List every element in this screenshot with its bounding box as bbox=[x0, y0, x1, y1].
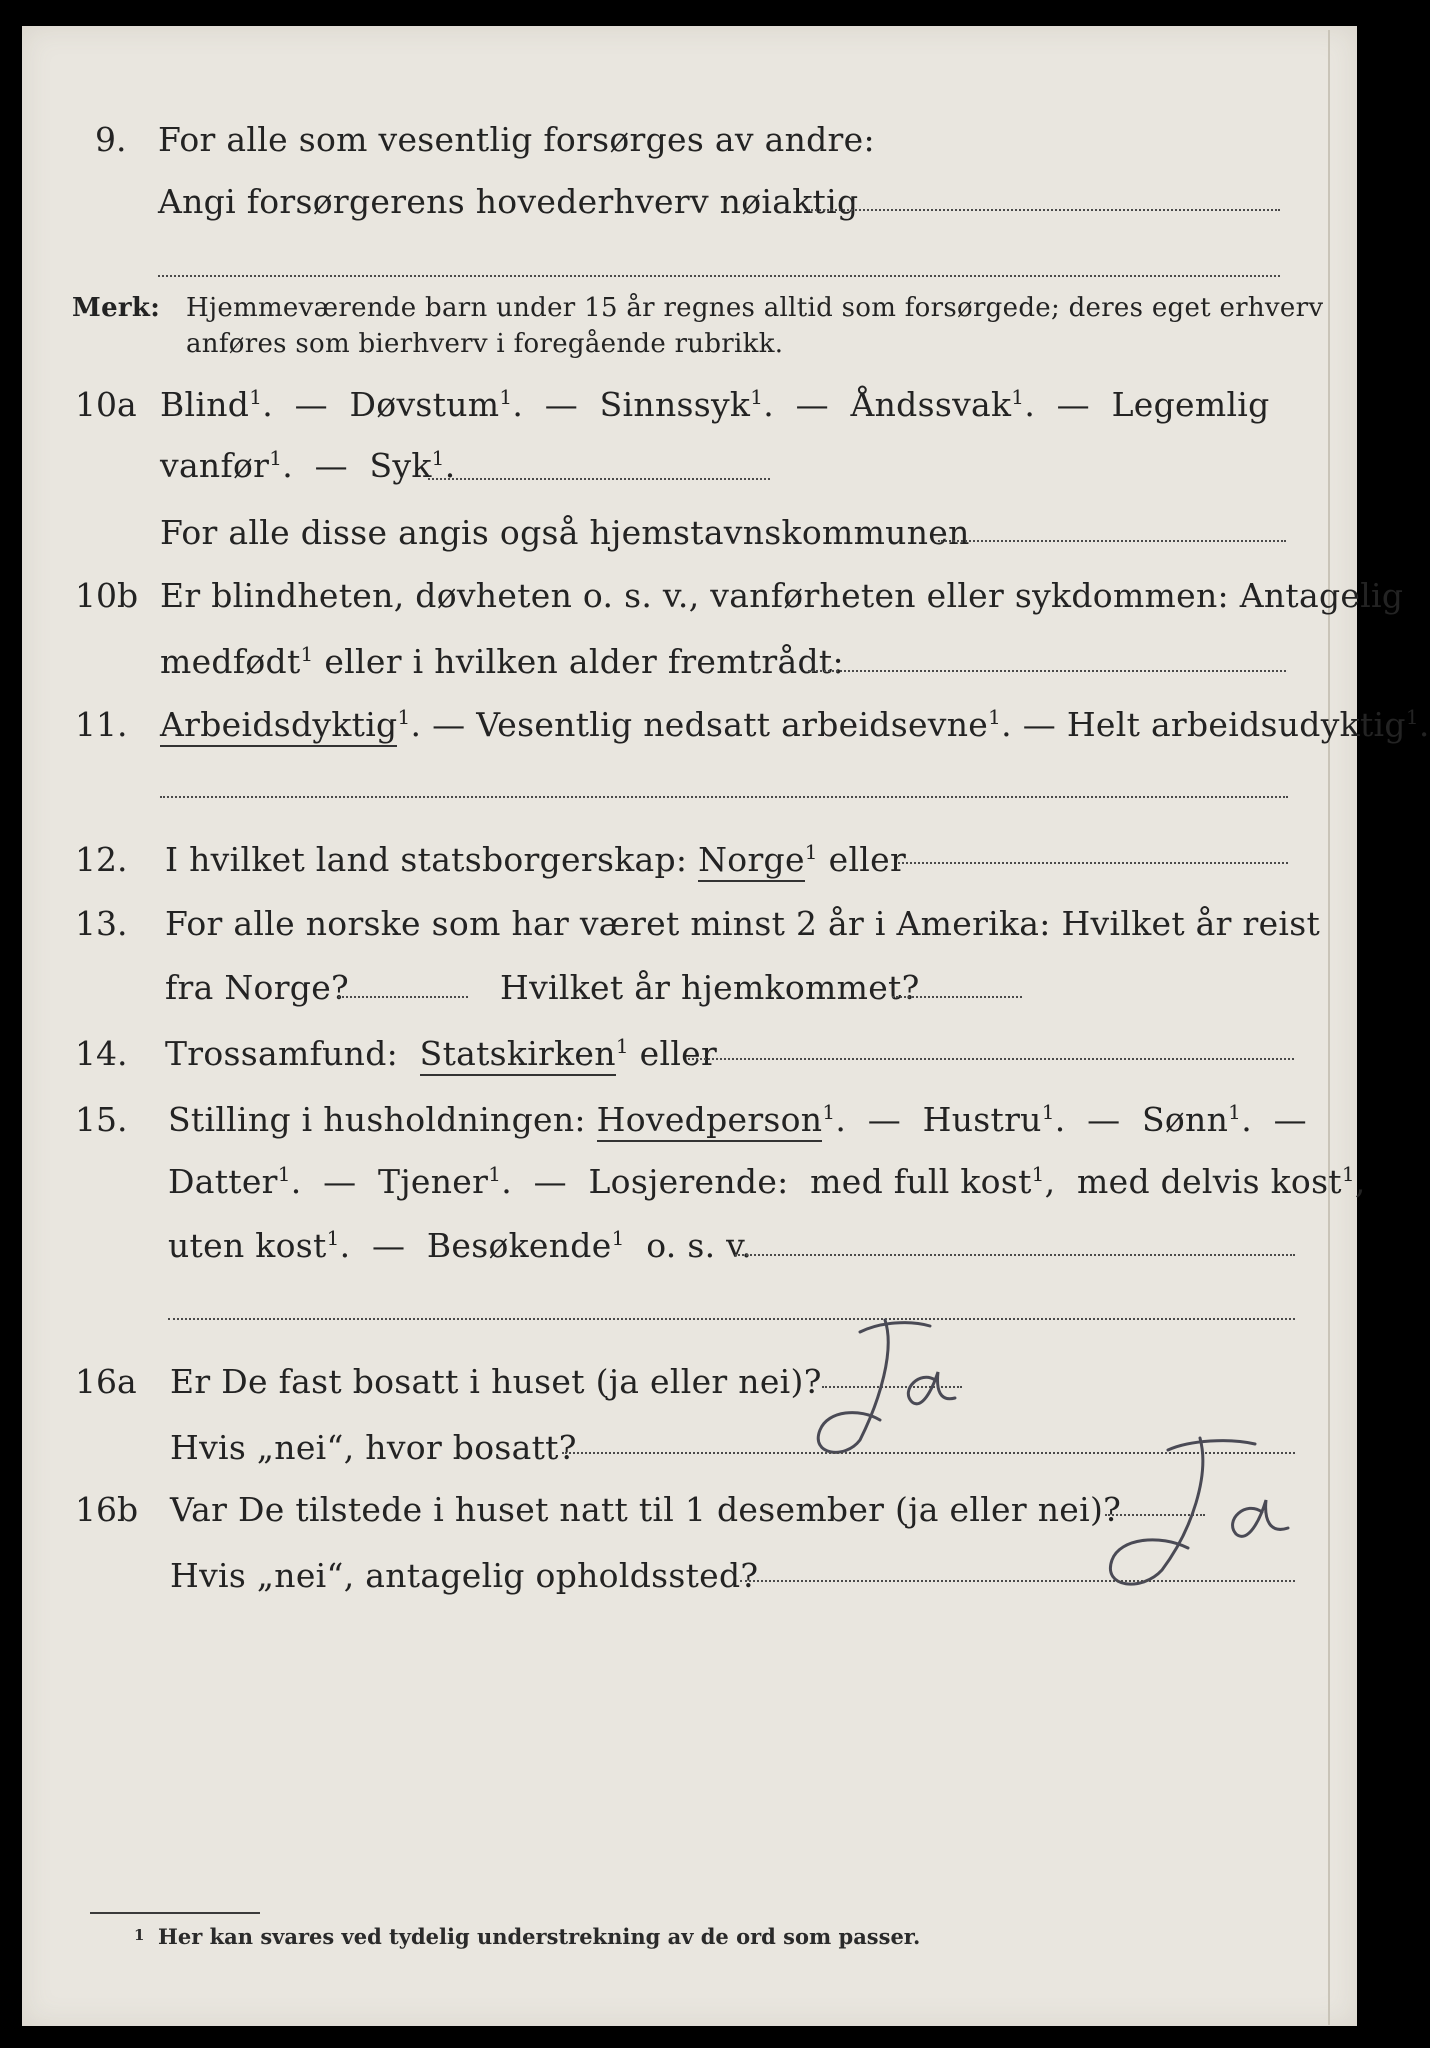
q15-opt-uten-kost[interactable]: uten kost bbox=[168, 1226, 327, 1265]
q12-prefix: I hvilket land statsborgerskap: bbox=[165, 840, 688, 879]
q10a-opt-syk[interactable]: Syk bbox=[369, 446, 432, 485]
q12-answer-line[interactable] bbox=[898, 862, 1288, 864]
q10a-opt-sinnssyk[interactable]: Sinnssyk bbox=[599, 385, 751, 424]
footnote-mark: 1 bbox=[615, 1034, 629, 1058]
footnote-rule bbox=[90, 1912, 260, 1914]
q16b-line1: Var De tilstede i huset natt til 1 desember (ja eller nei)? bbox=[170, 1490, 1122, 1529]
q12-suffix: eller bbox=[828, 840, 907, 879]
q11-opt-nedsatt[interactable]: Vesentlig nedsatt arbeidsevne bbox=[476, 705, 989, 744]
q14-answer-line[interactable] bbox=[688, 1058, 1294, 1060]
q10a-opt-blind[interactable]: Blind bbox=[160, 385, 250, 424]
q12-number: 12. bbox=[75, 840, 128, 879]
q14-line bbox=[165, 1034, 717, 1074]
q16a-number: 16a bbox=[75, 1362, 137, 1401]
q14-opt-statskirken[interactable]: Statskirken bbox=[420, 1034, 616, 1076]
q13-line2b: Hvilket år hjemkommet? bbox=[500, 968, 920, 1007]
q15-answer-line-2[interactable] bbox=[168, 1318, 1295, 1320]
q15-opt-datter[interactable]: Datter bbox=[168, 1162, 278, 1201]
footnote-mark: 1 bbox=[750, 385, 764, 409]
q16b-handwritten-answer bbox=[1080, 1420, 1310, 1600]
q10b-opt-medfodt[interactable]: medfødt bbox=[160, 642, 301, 681]
footnote-mark: 1 bbox=[1405, 705, 1419, 729]
q11-number: 11. bbox=[75, 705, 128, 744]
q15-line3: uten kost$^1$. — Besøkende$^1$ o. s. v. bbox=[168, 1226, 752, 1265]
q14-prefix: Trossamfund: bbox=[165, 1034, 399, 1073]
q10b-answer-line[interactable] bbox=[808, 670, 1286, 672]
footnote-mark: 1 bbox=[326, 1226, 340, 1250]
q10b-line1: Er blindheten, døvheten o. s. v., vanførheten eller sykdommen: Antagelig bbox=[160, 576, 1404, 615]
q16b-opholdssted-line[interactable] bbox=[740, 1580, 1295, 1582]
q15-opt-hustru[interactable]: Hustru bbox=[922, 1100, 1042, 1139]
q14-number: 14. bbox=[75, 1034, 128, 1073]
footnote-mark: 1 bbox=[1228, 1100, 1242, 1124]
q13-number: 13. bbox=[75, 904, 128, 943]
q9-line2: Angi forsørgerens hovederhverv nøiaktig bbox=[158, 182, 859, 221]
q11-opt-arbeidsdyktig[interactable]: Arbeidsdyktig bbox=[160, 705, 397, 747]
q15-line2: Datter$^1$. — Tjener$^1$. — Losjerende: med full kost$^1$, med delvis kost$^1$, bbox=[168, 1162, 1366, 1201]
footnote-mark: 1 bbox=[1341, 1162, 1355, 1186]
footnote-mark: 1 bbox=[397, 705, 411, 729]
q15-suffix: o. s. v. bbox=[646, 1226, 752, 1265]
q11-answer-line[interactable] bbox=[160, 796, 1288, 798]
q15-opt-full-kost[interactable]: med full kost bbox=[810, 1162, 1032, 1201]
footnote-mark: 1 bbox=[300, 642, 314, 666]
footnote-mark: 1 bbox=[269, 446, 283, 470]
q15-opt-losjerende[interactable]: Losjerende: bbox=[588, 1162, 789, 1201]
footnote-text: Her kan svares ved tydelig understrekning av de ord som passer. bbox=[158, 1924, 921, 1949]
q10b-number: 10b bbox=[75, 576, 139, 615]
q15-opt-besokende[interactable]: Besøkende bbox=[426, 1226, 612, 1265]
footnote-mark: 1 bbox=[804, 840, 818, 864]
q13-line2a: fra Norge? bbox=[165, 968, 350, 1007]
q10a-opt-dovstum[interactable]: Døvstum bbox=[349, 385, 500, 424]
q15-line1: Stilling i husholdningen: Hovedperson$^1$. — Hustru$^1$. — Sønn$^1$. — bbox=[168, 1100, 1307, 1140]
footnote-mark: 1 bbox=[499, 385, 513, 409]
q11-line: Arbeidsdyktig$^1$. — Vesentlig nedsatt arbeidsevne$^1$. — Helt arbeidsudyktig$^1$. bbox=[160, 705, 1430, 745]
q11-opt-udyktig[interactable]: Helt arbeidsudyktig bbox=[1066, 705, 1406, 744]
q12-opt-norge[interactable]: Norge bbox=[698, 840, 805, 882]
merk-line1: Hjemmeværende barn under 15 år regnes alltid som forsørgede; deres eget erhverv bbox=[186, 293, 1324, 323]
q10b-line2 bbox=[160, 642, 844, 682]
q13-hjem-line[interactable] bbox=[892, 996, 1022, 998]
q12-line bbox=[165, 840, 906, 880]
q9-number: 9. bbox=[95, 120, 127, 159]
q10a-opt-vanfor[interactable]: vanfør bbox=[160, 446, 270, 485]
q15-number: 15. bbox=[75, 1100, 128, 1139]
q15-prefix: Stilling i husholdningen: bbox=[168, 1100, 586, 1139]
q10b-line2-rest: eller i hvilken alder fremtrådt: bbox=[324, 642, 844, 681]
footnote-mark: 1 bbox=[488, 1162, 502, 1186]
q9-answer-line[interactable] bbox=[808, 209, 1280, 211]
q14-suffix: eller bbox=[639, 1034, 718, 1073]
q15-opt-hovedperson[interactable]: Hovedperson bbox=[597, 1100, 823, 1142]
q16b-line2: Hvis „nei“, antagelig opholdssted? bbox=[170, 1556, 759, 1595]
footnote-mark-1: 1 bbox=[134, 1926, 145, 1944]
q16a-line1: Er De fast bosatt i huset (ja eller nei)? bbox=[170, 1362, 822, 1401]
footnote-mark: 1 bbox=[277, 1162, 291, 1186]
q16a-line2: Hvis „nei“, hvor bosatt? bbox=[170, 1428, 577, 1467]
q10a-line1: Blind$^1$. — Døvstum$^1$. — Sinnssyk$^1$. — Åndssvak$^1$. — Legemlig bbox=[160, 385, 1270, 424]
q10a-number: 10a bbox=[75, 385, 137, 424]
footnote-mark: 1 bbox=[822, 1100, 836, 1124]
q9-answer-line-2[interactable] bbox=[158, 275, 1280, 277]
footnote-mark: 1 bbox=[1031, 1162, 1045, 1186]
q13-line1: For alle norske som har været minst 2 år i Amerika: Hvilket år reist bbox=[165, 904, 1321, 943]
footnote-mark: 1 bbox=[611, 1226, 625, 1250]
q13-reist-line[interactable] bbox=[338, 996, 468, 998]
footnote-mark: 1 bbox=[1041, 1100, 1055, 1124]
merk-line2: anføres som bierhverv i foregående rubrikk. bbox=[186, 329, 784, 359]
q15-answer-line[interactable] bbox=[735, 1254, 1295, 1256]
q10a-opt-legemlig[interactable]: Legemlig bbox=[1111, 385, 1270, 424]
q10a-line3: For alle disse angis også hjemstavnskommunen bbox=[160, 513, 970, 552]
footnote-mark: 1 bbox=[431, 446, 445, 470]
q9-line1: For alle som vesentlig forsørges av andre: bbox=[158, 120, 875, 159]
q10a-answer-line[interactable] bbox=[428, 478, 770, 480]
q16b-number: 16b bbox=[75, 1490, 139, 1529]
footnote-mark: 1 bbox=[988, 705, 1002, 729]
q10a-opt-andssvak[interactable]: Åndssvak bbox=[850, 385, 1012, 424]
merk-label: Merk: bbox=[72, 293, 161, 323]
q16a-handwritten-answer bbox=[800, 1310, 970, 1460]
q15-opt-delvis-kost[interactable]: med delvis kost bbox=[1077, 1162, 1342, 1201]
q10a-hjemstavn-line[interactable] bbox=[938, 540, 1286, 542]
footnote-mark: 1 bbox=[1011, 385, 1025, 409]
q15-opt-sonn[interactable]: Sønn bbox=[1141, 1100, 1229, 1139]
q10a-line2: vanfør$^1$. — Syk$^1$. bbox=[160, 446, 456, 485]
q15-opt-tjener[interactable]: Tjener bbox=[378, 1162, 489, 1201]
footnote-mark: 1 bbox=[249, 385, 263, 409]
